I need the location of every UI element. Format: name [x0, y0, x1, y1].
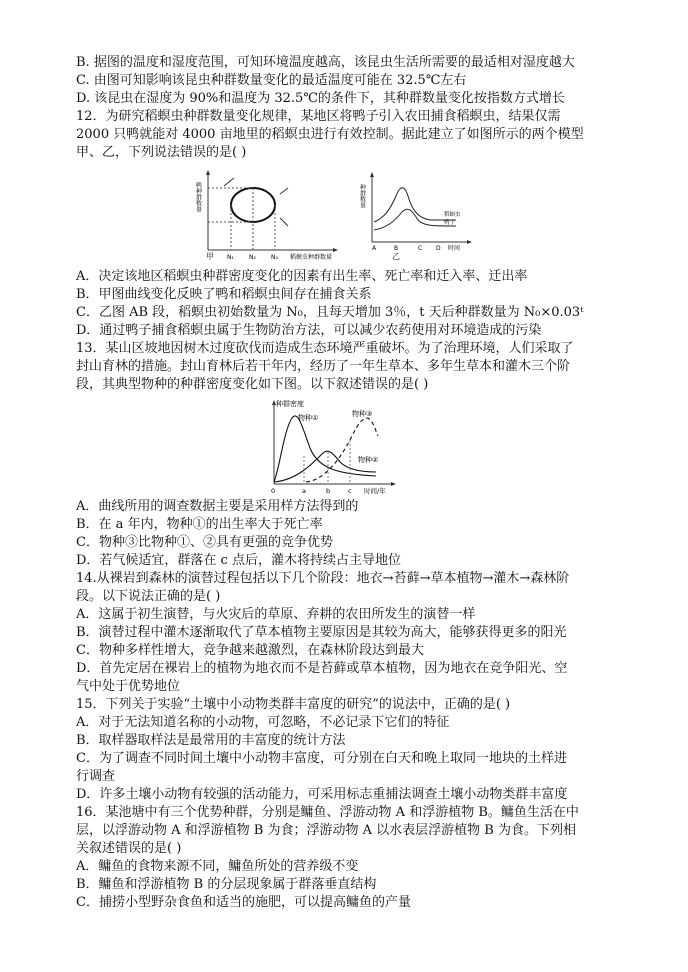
fig-yi-tick-a: A — [372, 245, 377, 252]
figure-13 — [266, 396, 400, 496]
fig-13-xlabel: 时间/年 — [364, 487, 386, 495]
fig-13-tick-c: c — [348, 487, 352, 495]
text-line: C. 由图可知影响该昆虫种群数量变化的最适温度可能在 32.5℃左右 — [76, 73, 467, 88]
text-line: A．这属于初生演替，与火灾后的草原、弃耕的农田所发生的演替一样 — [76, 607, 476, 622]
fig-yi-legend-2: 鸭子 — [444, 220, 456, 226]
text-line: 行调查 — [76, 769, 116, 784]
text-line: C．为了调查不同时间土壤中小动物丰富度，可分别在白天和晚上取同一地块的土样进 — [76, 751, 567, 766]
figure-jia — [196, 168, 342, 264]
text-line: D．通过鸭子捕食稻螟虫属于生物防治方法，可以减少农药使用对环境造成的污染 — [76, 323, 542, 338]
text-line: C．乙图 AB 段，稻螟虫初始数量为 N₀，且每天增加 3％，t 天后种群数量为 N₀×0.03ᵗ — [76, 305, 584, 320]
fig-yi-tick-c: C — [418, 245, 423, 252]
fig-13-series-2: 物种② — [358, 456, 379, 464]
text-line: C．物种③比物种①、②具有更强的竞争优势 — [76, 535, 333, 550]
text-line: 14.从裸岩到森林的演替过程包括以下几个阶段：地衣→苔藓→草本植物→灌木→森林阶 — [76, 571, 570, 586]
fig-yi-ylabel: 种群数量 — [358, 184, 366, 208]
text-line: 13．某山区坡地因树木过度砍伐而造成生态环境严重破坏。为了治理环境，人们采取了 — [76, 341, 574, 356]
fig-yi-legend-1: 稻螟虫 — [444, 212, 461, 218]
fig-yi-xlabel: 时间 — [448, 245, 461, 252]
text-line: B．取样器取样法是最常用的丰富度的统计方法 — [76, 733, 346, 748]
text-line: 12．为研究稻螟虫种群数量变化规律，某地区将鸭子引入农田捕食稻螟虫，结果仅需 — [76, 109, 561, 124]
text-line: A．决定该地区稻螟虫种群密度变化的因素有出生率、死亡率和迁入率、迁出率 — [76, 269, 528, 284]
text-line: D. 该昆虫在湿度为 90%和温度为 32.5℃的条件下，其种群数量变化按指数方式增长 — [76, 91, 565, 106]
fig-13-series-3: 物种③ — [352, 410, 373, 418]
text-line: 段，其典型物种的种群密度变化如下图。以下叙述错误的是( ) — [76, 377, 429, 392]
text-line: D．若气候适宜，群落在 c 点后，灌木将持续占主导地位 — [76, 553, 401, 568]
fig-13-tick-0: 0 — [271, 487, 276, 495]
fig-13-series-1: 物种① — [298, 414, 319, 422]
fig-13-tick-b: b — [326, 487, 331, 495]
fig-jia-tick-1: N₁ — [227, 254, 234, 261]
text-line: 甲、乙，下列说法错误的是( ) — [76, 145, 247, 160]
text-line: D．首先定居在裸岩上的植物为地衣而不是苔藓或草本植物，因为地衣在竞争阳光、空 — [76, 661, 568, 676]
text-line: B．在 a 年内，物种①的出生率大于死亡率 — [76, 517, 323, 532]
fig-yi-tick-d: D — [436, 245, 441, 252]
fig-jia-caption: 甲 — [206, 252, 214, 261]
text-line: B. 据图的温度和湿度范围，可知环境温度越高，该昆虫生活所需要的最适相对湿度越大 — [76, 55, 575, 70]
text-line: A．对于无法知道名称的小动物，可忽略，不必记录下它们的特征 — [76, 715, 450, 730]
fig-yi-tick-b: B — [394, 245, 399, 252]
text-line: C．捕捞小型野杂食鱼和适当的施肥，可以提高鳙鱼的产量 — [76, 895, 411, 910]
fig-13-tick-a: a — [302, 487, 306, 495]
fig-jia-ylabel: 鸭种群数量 — [194, 182, 202, 212]
text-line: 关叙述错误的是( ) — [76, 841, 182, 856]
text-line: 16．某池塘中有三个优势种群，分别是鳙鱼、浮游动物 A 和浮游植物 B。鳙鱼生活在中 — [76, 805, 579, 820]
text-line: B．鳙鱼和浮游植物 B 的分层现象属于群落垂直结构 — [76, 877, 377, 892]
fig-jia-xlabel: 稻螟虫种群数量 — [290, 254, 333, 261]
text-line: B．演替过程中灌木逐渐取代了草本植物主要原因是其较为高大，能够获得更多的阳光 — [76, 625, 567, 640]
text-line: B．甲图曲线变化反映了鸭和稻螟虫间存在捕食关系 — [76, 287, 372, 302]
text-line: 层，以浮游动物 A 和浮游植物 B 为食；浮游动物 A 以水表层浮游植物 B 为食。下列相 — [76, 823, 576, 838]
text-line: 封山育林的措施。封山育林后若干年内，经历了一年生草本、多年生草本和灌木三个阶 — [76, 359, 571, 374]
text-line: A．鳙鱼的食物来源不同，鳙鱼所处的营养级不变 — [76, 859, 359, 874]
text-line: 气中处于优势地位 — [76, 679, 181, 694]
fig-jia-tick-3: N₃ — [271, 254, 278, 261]
figure-yi — [360, 170, 476, 262]
text-line: C．物种多样性增大，竞争越来越激烈，在森林阶段达到最大 — [76, 643, 424, 658]
fig-yi-caption: 乙 — [392, 252, 400, 261]
text-line: 2000 只鸭就能对 4000 亩地里的稻螟虫进行有效控制。据此建立了如图所示的两个模型 — [76, 127, 584, 142]
fig-jia-tick-2: N₂ — [249, 254, 256, 261]
text-line: A．曲线所用的调查数据主要是采用样方法得到的 — [76, 499, 359, 514]
fig-13-ylabel: 种群密度 — [276, 400, 304, 408]
text-line: 15．下列关于实验“土壤中小动物类群丰富度的研究”的说法中，正确的是( ) — [76, 697, 511, 712]
text-line: D．许多土壤小动物有较强的活动能力，可采用标志重捕法调查土壤小动物类群丰富度 — [76, 787, 568, 802]
text-line: 段。以下说法正确的是( ) — [76, 589, 221, 604]
